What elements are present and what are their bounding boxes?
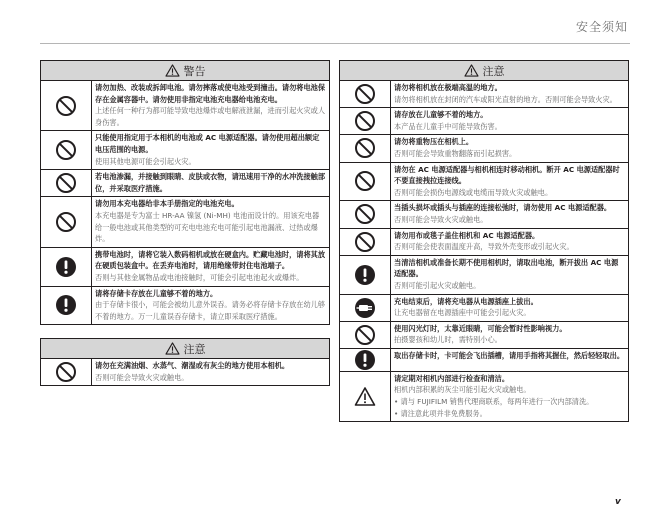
safety-symbol xyxy=(340,295,391,321)
prohibition-icon xyxy=(354,231,376,253)
safety-description: 否则可能会使表面温度升高，导致外壳变形或引起火灾。 xyxy=(394,242,574,252)
safety-instruction: 当插头损坏或插头与插座的连接松弛时，请勿使用 AC 电源适配器。 xyxy=(394,203,612,213)
safety-instruction: 请勿在充满油烟、水蒸气、潮湿或有灰尘的地方使用本相机。 xyxy=(95,361,290,371)
safety-text xyxy=(391,81,628,107)
safety-text xyxy=(92,81,329,130)
safety-instruction: 请勿将相机放在极端高温的地方。 xyxy=(394,83,502,92)
safety-instruction: 携带电池时，请将它装入数码相机或放在硬盒内。贮藏电池时，请将其放在硬质包装盒中。在丢弃电池时，请用绝缘带封住电池端子。 xyxy=(95,249,326,271)
box-heading xyxy=(41,339,329,359)
safety-text xyxy=(391,229,628,255)
safety-instruction: 请勿用本充电器给非本手册指定的电池充电。 xyxy=(95,199,239,209)
safety-text xyxy=(391,322,628,348)
mandatory-icon xyxy=(354,349,376,371)
safety-text xyxy=(92,248,329,286)
safety-description: 否则与其他金属物品或电池接触时，可能会引起电池起火或爆炸。 xyxy=(95,272,304,282)
safety-text xyxy=(92,131,329,169)
mandatory-icon xyxy=(354,264,376,286)
mandatory-icon xyxy=(55,294,77,316)
safety-text xyxy=(391,201,628,227)
safety-item xyxy=(340,108,628,135)
safety-symbol xyxy=(41,131,92,169)
safety-symbol xyxy=(41,248,92,286)
safety-item xyxy=(41,359,329,385)
safety-item xyxy=(41,170,329,197)
safety-symbol xyxy=(41,197,92,246)
box-heading xyxy=(340,61,628,81)
safety-item xyxy=(340,135,628,162)
right-column xyxy=(339,60,629,435)
box-heading-label: 注意 xyxy=(482,64,505,78)
safety-instruction: 当清洁相机或准备长期不使用相机时，请取出电池，断开拔出 AC 电源适配器。 xyxy=(394,257,619,279)
warning-triangle-icon xyxy=(464,64,479,77)
safety-symbol xyxy=(340,256,391,294)
prohibition-icon xyxy=(55,139,77,161)
safety-description: 让充电器留在电源插座中可能会引起火灾。 xyxy=(394,308,531,318)
safety-symbol xyxy=(41,170,92,196)
safety-item xyxy=(340,372,628,421)
safety-item xyxy=(41,197,329,247)
safety-item xyxy=(41,131,329,170)
safety-instruction: 请将存储卡存放在儿童够不着的地方。 xyxy=(95,288,218,298)
prohibition-icon xyxy=(354,324,376,346)
safety-item xyxy=(340,256,628,295)
safety-text xyxy=(391,372,628,421)
safety-description: 使用其他电源可能会引起火灾。 xyxy=(95,156,196,166)
safety-item xyxy=(41,81,329,131)
safety-symbol xyxy=(41,359,92,385)
safety-text xyxy=(391,295,628,321)
safety-text xyxy=(391,108,628,134)
safety-item xyxy=(340,163,628,202)
safety-item xyxy=(340,322,628,349)
prohibition-icon xyxy=(354,110,376,132)
prohibition-icon xyxy=(354,203,376,225)
safety-instruction: 只能使用指定用于本相机的电池或 AC 电源适配器。请勿使用超出额定电压范围的电源。 xyxy=(95,133,320,154)
safety-instruction: 请存放在儿童够不着的地方。 xyxy=(394,110,488,120)
page-title: 安全须知 xyxy=(575,20,628,34)
safety-instruction: 请定期对相机内部进行检查和清洁。 xyxy=(394,373,510,383)
safety-item xyxy=(340,81,628,108)
safety-symbol xyxy=(340,372,391,421)
left-column xyxy=(40,60,330,399)
prohibition-icon xyxy=(55,211,77,233)
safety-description: 请勿将相机放在封闭的汽车或阳光直射的地方。否则可能会导致火灾。 xyxy=(394,94,617,104)
prohibition-icon xyxy=(55,95,77,117)
safety-description: 相机内部积累的灰尘可能引起火灾或触电。 xyxy=(394,385,531,395)
safety-text xyxy=(92,197,329,246)
prohibition-icon xyxy=(354,170,376,192)
safety-instruction: 请勿在 AC 电源适配器与相机相连时移动相机。断开 AC 电源适配器时不要直接拽拉连接线。 xyxy=(394,164,620,186)
safety-description: 否则可能会导致火灾或触电。 xyxy=(394,214,488,224)
safety-text xyxy=(391,349,628,371)
warning-box xyxy=(40,60,330,325)
caution-box-right xyxy=(339,60,629,422)
prohibition-icon xyxy=(354,137,376,159)
safety-text xyxy=(92,170,329,196)
safety-bullet: • 请注意此项并非免费服务。 xyxy=(394,408,487,418)
safety-description: 上述任何一种行为都可能导致电池爆炸或电解液泄漏，进而引起火灾或人身伤害。 xyxy=(95,106,326,127)
safety-instruction: 请勿加热、改装或拆卸电池。请勿摔落或使电池受到撞击。请勿将电池保存在金属容器中。请勿使用非指定电池充电器给电池充电。 xyxy=(95,83,326,104)
prohibition-icon xyxy=(55,361,77,383)
safety-bullet: • 请与 FUJIFILM 销售代理商联系，每两年进行一次内部清洗。 xyxy=(394,397,594,407)
box-heading xyxy=(41,61,329,81)
box-heading-label: 警告 xyxy=(183,64,206,78)
safety-instruction: 若电池渗漏，并接触到眼睛、皮肤或衣物，请迅速用干净的水冲洗接触部位，并采取医疗措施。 xyxy=(95,172,326,193)
safety-text xyxy=(391,256,628,294)
safety-description: 本产品在儿童手中可能导致伤害。 xyxy=(394,121,502,131)
safety-symbol xyxy=(41,81,92,130)
safety-item xyxy=(340,201,628,228)
safety-symbol xyxy=(340,135,391,161)
prohibition-icon xyxy=(55,172,77,194)
safety-symbol xyxy=(340,201,391,227)
safety-instruction: 请勿将重物压在相机上。 xyxy=(394,137,474,147)
safety-instruction: 充电结束后，请将充电器从电源插座上拔出。 xyxy=(394,296,538,306)
safety-text xyxy=(92,359,329,385)
unplug-icon xyxy=(354,297,376,319)
safety-symbol xyxy=(340,229,391,255)
safety-description: 否则可能会导致火灾或触电。 xyxy=(95,372,189,382)
safety-symbol xyxy=(340,322,391,348)
safety-item xyxy=(340,229,628,256)
safety-symbol xyxy=(340,81,391,107)
safety-text xyxy=(391,163,628,201)
safety-description: 本充电器是专为富士 HR-AA 镍氢 (Ni-MH) 电池而设计的。用该充电器给一般电池或其他类型的可充电电池充电可能引起电池漏液、过热或爆炸。 xyxy=(95,210,320,244)
safety-instruction: 使用闪光灯时，太靠近眼睛，可能会暂时性影响视力。 xyxy=(394,323,567,333)
safety-item xyxy=(340,349,628,372)
box-heading-label: 注意 xyxy=(183,342,206,356)
safety-item xyxy=(340,295,628,322)
safety-description: 否则可能会损伤电源线或电缆而导致火灾或触电。 xyxy=(394,187,553,197)
caution-box-left xyxy=(40,338,330,386)
safety-symbol xyxy=(41,287,92,325)
prohibition-icon xyxy=(354,83,376,105)
safety-item xyxy=(41,248,329,287)
mandatory-icon xyxy=(55,256,77,278)
safety-instruction: 取出存储卡时，卡可能会飞出插槽，请用手指将其握住，然后轻轻取出。 xyxy=(394,350,625,360)
safety-item xyxy=(41,287,329,325)
warning-triangle-icon xyxy=(165,64,180,77)
page-header xyxy=(40,14,630,44)
safety-description: 拍摄婴孩和幼儿时，需特别小心。 xyxy=(394,335,502,345)
safety-instruction: 请勿用布或毯子盖住相机和 AC 电源适配器。 xyxy=(394,230,540,240)
safety-symbol xyxy=(340,108,391,134)
safety-text xyxy=(391,135,628,161)
caution-icon xyxy=(354,386,376,408)
safety-symbol xyxy=(340,163,391,201)
safety-symbol xyxy=(340,349,391,371)
safety-description: 由于存储卡很小，可能会被幼儿意外误吞。请务必将存储卡存放在幼儿够不着的地方。万一儿童误吞存储卡，请立即采取医疗措施。 xyxy=(95,300,326,321)
safety-description: 否则可能引起火灾或触电。 xyxy=(394,280,481,290)
warning-triangle-icon xyxy=(165,342,180,355)
safety-description: 否则可能会导致重物翻落而引起损害。 xyxy=(394,148,517,158)
safety-text xyxy=(92,287,329,325)
page-number: v xyxy=(615,497,621,507)
